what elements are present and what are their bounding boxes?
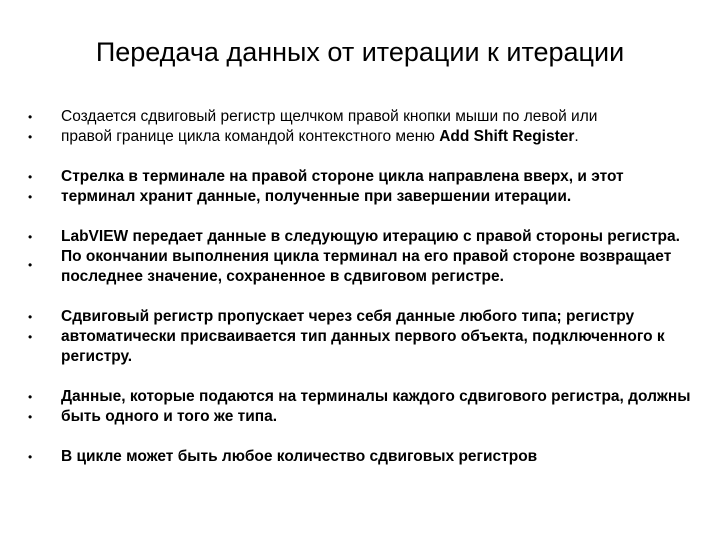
list-item (28, 227, 700, 287)
menu-command-name: Add Shift Register (439, 128, 575, 145)
bullet-icon: • (28, 130, 33, 144)
bullet-icon: • (28, 190, 33, 204)
bullet-icon: • (28, 170, 33, 184)
list-item-line: Создается сдвиговый регистр щелчком правой кнопки мыши по левой или (61, 108, 598, 125)
list-item-text: Сдвиговый регистр пропускает через себя данные любого типа; регистру автоматически присваивается тип данных первого объекта, подключенного к регистру. (61, 308, 665, 365)
bullet-icon: • (28, 410, 33, 424)
list-item-line: . (574, 128, 579, 145)
list-item-line: правой границе цикла командой контекстного меню (61, 128, 440, 145)
list-item-text: Стрелка в терминале на правой стороне цикла направлена вверх, и этот терминал хранит данные, полученные при завершении итерации. (61, 168, 624, 205)
bullet-icon: • (28, 390, 33, 404)
list-item (28, 107, 700, 147)
list-item (28, 447, 700, 467)
bullet-icon: • (28, 310, 33, 324)
list-item-line: По окончании выполнения цикла терминал на его правой стороне возвращает последнее значение, сохраненное в сдвиговом регистре. (61, 248, 672, 285)
list-item-text: Данные, которые подаются на терминалы каждого сдвигового регистра, должны быть одного и того же типа. (61, 388, 691, 425)
bullet-icon: • (28, 258, 33, 272)
list-item-text (61, 227, 700, 287)
list-item-text: В цикле может быть любое количество сдвиговых регистров (61, 448, 538, 465)
bullet-icon: • (28, 450, 33, 464)
bullet-icon: • (28, 110, 33, 124)
bullet-icon: • (28, 230, 33, 244)
list-item-text (61, 107, 700, 147)
list-item (28, 167, 700, 207)
bullet-icon: • (28, 330, 33, 344)
list-item (28, 307, 700, 367)
list-item (28, 387, 700, 427)
list-item-line: LabVIEW передает данные в следующую итерацию с правой стороны регистра. (61, 228, 680, 245)
slide-title: Передача данных от итерации к итерации (95, 37, 625, 67)
bullet-list (28, 107, 700, 487)
